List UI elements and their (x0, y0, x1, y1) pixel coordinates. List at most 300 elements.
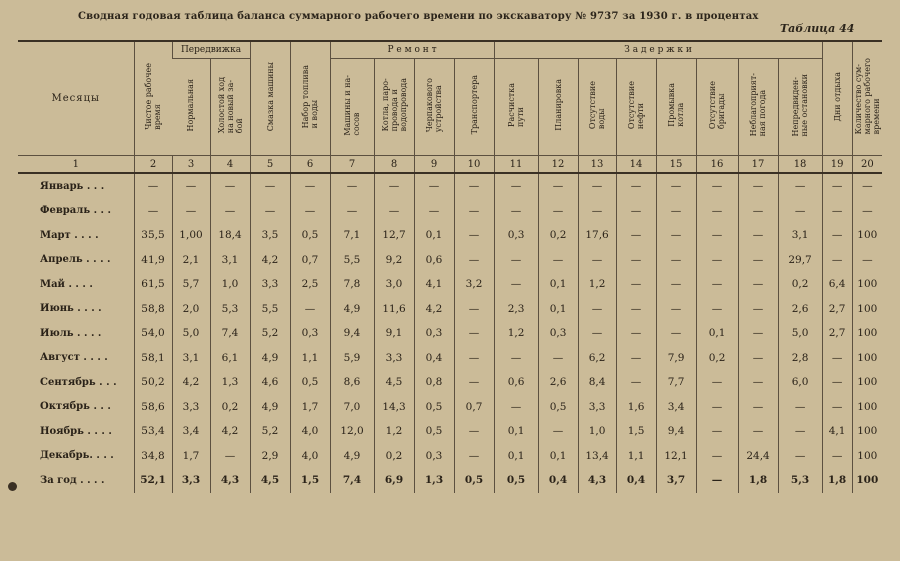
table-row (18, 419, 882, 444)
table-cell: — (374, 173, 414, 199)
table-cell: — (616, 223, 656, 248)
table-cell: — (454, 223, 494, 248)
table-cell: — (330, 199, 374, 224)
header-col-6: Набор топлива и воды (290, 41, 330, 156)
table-cell: 7,4 (210, 321, 250, 346)
table-cell: 53,4 (134, 419, 172, 444)
table-cell: 1,3 (210, 370, 250, 395)
header-col-15: Промывка котла (656, 59, 696, 156)
table-cell: 4,2 (250, 248, 290, 273)
table-cell: 6,2 (578, 346, 616, 371)
table-cell: 0,3 (290, 321, 330, 346)
table-cell: — (738, 395, 778, 420)
table-cell: — (578, 297, 616, 322)
table-cell: 9,4 (330, 321, 374, 346)
table-cell: 1,5 (290, 468, 330, 493)
table-cell: — (656, 297, 696, 322)
column-number: 16 (696, 156, 738, 174)
table-cell: 5,0 (172, 321, 210, 346)
table-cell: 11,6 (374, 297, 414, 322)
table-cell: 1,2 (578, 272, 616, 297)
table-cell: 0,4 (616, 468, 656, 493)
table-cell: 0,1 (538, 297, 578, 322)
table-cell: — (656, 248, 696, 273)
table-cell: 0,3 (494, 223, 538, 248)
table-cell: 29,7 (778, 248, 822, 273)
table-cell: — (778, 395, 822, 420)
header-group-peredvizhka: Передвижка (172, 41, 250, 59)
table-cell: — (738, 419, 778, 444)
table-cell: 6,9 (374, 468, 414, 493)
table-cell: 5,2 (250, 321, 290, 346)
table-cell: 3,1 (172, 346, 210, 371)
table-cell: 2,1 (172, 248, 210, 273)
table-cell: 9,1 (374, 321, 414, 346)
table-cell: 0,3 (414, 444, 454, 469)
table-cell: — (578, 248, 616, 273)
table-cell: — (822, 173, 852, 199)
table-cell: — (616, 297, 656, 322)
table-cell: — (696, 248, 738, 273)
table-cell: 3,1 (210, 248, 250, 273)
table-cell: 100 (852, 468, 882, 493)
column-number: 17 (738, 156, 778, 174)
table-cell: 34,8 (134, 444, 172, 469)
table-cell: 1,7 (290, 395, 330, 420)
table-cell: 3,7 (656, 468, 696, 493)
table-cell: — (822, 395, 852, 420)
table-cell: 4,9 (330, 297, 374, 322)
table-cell: 1,2 (494, 321, 538, 346)
table-cell: 2,8 (778, 346, 822, 371)
table-cell: 4,5 (250, 468, 290, 493)
table-row (18, 321, 882, 346)
table-cell: 100 (852, 223, 882, 248)
header-col-13: Отсутствие воды (578, 59, 616, 156)
table-cell: 2,9 (250, 444, 290, 469)
table-cell: 5,5 (250, 297, 290, 322)
table-cell: 54,0 (134, 321, 172, 346)
table-cell: 100 (852, 419, 882, 444)
table-cell: — (494, 199, 538, 224)
table-cell: — (738, 297, 778, 322)
margin-mark (8, 482, 17, 491)
table-cell: 24,4 (738, 444, 778, 469)
table-row (18, 395, 882, 420)
table-cell: 5,7 (172, 272, 210, 297)
table-cell: — (778, 173, 822, 199)
column-number: 3 (172, 156, 210, 174)
table-cell: — (578, 321, 616, 346)
table-cell: — (290, 297, 330, 322)
table-cell: — (172, 199, 210, 224)
column-number: 18 (778, 156, 822, 174)
table-cell: 0,1 (494, 419, 538, 444)
header-col-14: Отсутствие нефти (616, 59, 656, 156)
table-cell: 4,2 (210, 419, 250, 444)
table-cell: — (414, 199, 454, 224)
column-number: 12 (538, 156, 578, 174)
table-cell: 3,4 (172, 419, 210, 444)
table-cell: — (578, 199, 616, 224)
table-cell: — (696, 297, 738, 322)
table-cell: 12,0 (330, 419, 374, 444)
table-cell: — (738, 321, 778, 346)
table-row (18, 297, 882, 322)
column-number: 11 (494, 156, 538, 174)
table-cell: — (822, 370, 852, 395)
table-cell: 61,5 (134, 272, 172, 297)
table-cell: 2,3 (494, 297, 538, 322)
table-cell: 100 (852, 321, 882, 346)
table-cell: — (822, 248, 852, 273)
table-cell: 7,8 (330, 272, 374, 297)
table-cell: 0,7 (290, 248, 330, 273)
table-cell: — (822, 199, 852, 224)
table-cell: 4,6 (250, 370, 290, 395)
column-number: 2 (134, 156, 172, 174)
table-cell: — (538, 199, 578, 224)
table-cell: — (696, 272, 738, 297)
table-cell: 1,1 (290, 346, 330, 371)
table-cell: 0,5 (290, 223, 330, 248)
month-label: Июль . . . . (40, 327, 102, 339)
table-cell: — (778, 419, 822, 444)
column-number: 4 (210, 156, 250, 174)
table-cell: — (656, 321, 696, 346)
column-number: 6 (290, 156, 330, 174)
table-cell: 12,7 (374, 223, 414, 248)
table-cell: — (134, 199, 172, 224)
table-cell: — (852, 199, 882, 224)
table-cell: — (250, 199, 290, 224)
table-cell: 5,5 (330, 248, 374, 273)
month-label: Февраль . . . (40, 205, 111, 217)
table-cell: 7,1 (330, 223, 374, 248)
header-group-remont: Р е м о н т (330, 41, 494, 59)
column-number: 9 (414, 156, 454, 174)
table-cell: — (822, 346, 852, 371)
table-cell: 58,1 (134, 346, 172, 371)
table-cell: 0,1 (538, 272, 578, 297)
table-cell: — (852, 248, 882, 273)
header-group-zaderzhki: З а д е р ж к и (494, 41, 822, 59)
table-cell: — (454, 346, 494, 371)
month-label: Октябрь . . . (40, 401, 111, 413)
column-number-row (18, 156, 882, 174)
table-cell: — (738, 199, 778, 224)
table-cell: 3,3 (578, 395, 616, 420)
table-cell: 0,4 (414, 346, 454, 371)
table-cell: 4,1 (822, 419, 852, 444)
month-label: Июнь . . . . (40, 303, 102, 315)
table-cell: 7,9 (656, 346, 696, 371)
table-cell: 6,4 (822, 272, 852, 297)
table-row (18, 346, 882, 371)
table-cell: — (494, 248, 538, 273)
table-label: Таблица 44 (780, 22, 855, 35)
table-cell: 8,6 (330, 370, 374, 395)
table-cell: — (454, 297, 494, 322)
month-label: Май . . . . (40, 278, 93, 290)
table-cell: 1,00 (172, 223, 210, 248)
table-cell: — (696, 444, 738, 469)
table-cell: 4,0 (290, 444, 330, 469)
table-cell: — (696, 395, 738, 420)
table-cell: 2,7 (822, 297, 852, 322)
header-col-7: Машины и на- сосов (330, 59, 374, 156)
table-cell: — (494, 395, 538, 420)
table-cell: — (538, 248, 578, 273)
table-cell: 3,3 (374, 346, 414, 371)
table-cell: — (454, 419, 494, 444)
table-cell: — (656, 272, 696, 297)
table-cell: 100 (852, 370, 882, 395)
table-cell: — (696, 199, 738, 224)
table-cell: 0,5 (538, 395, 578, 420)
header-col-2: Чистое рабочее время (134, 41, 172, 156)
table-cell: 52,1 (134, 468, 172, 493)
table-cell: — (616, 248, 656, 273)
table-cell: 2,6 (538, 370, 578, 395)
table-cell: 100 (852, 272, 882, 297)
table-cell: 0,1 (494, 444, 538, 469)
table-cell: — (852, 173, 882, 199)
table-cell: 0,1 (414, 223, 454, 248)
table-cell: 6,1 (210, 346, 250, 371)
table-row (18, 173, 882, 199)
table-cell: 18,4 (210, 223, 250, 248)
header-col-4: Холостой ход на новый за- бой (210, 59, 250, 156)
header-col-8: Котла, паро- провода и водопровода (374, 59, 414, 156)
header-col-10: Транспортера (454, 59, 494, 156)
table-cell: 7,4 (330, 468, 374, 493)
table-cell: 5,3 (210, 297, 250, 322)
table-cell: — (538, 346, 578, 371)
header-months: Месяцы (18, 41, 134, 156)
table-cell: 1,5 (616, 419, 656, 444)
table-cell: — (330, 173, 374, 199)
table-cell: 9,2 (374, 248, 414, 273)
table-cell: 0,1 (538, 444, 578, 469)
table-cell: — (738, 370, 778, 395)
table-cell: — (696, 173, 738, 199)
table-cell: 50,2 (134, 370, 172, 395)
table-cell: 0,5 (414, 419, 454, 444)
table-cell: — (494, 173, 538, 199)
table-cell: 4,3 (210, 468, 250, 493)
table-cell: 0,2 (778, 272, 822, 297)
column-number: 5 (250, 156, 290, 174)
table-cell: — (656, 199, 696, 224)
table-cell: 1,6 (616, 395, 656, 420)
table-cell: 0,5 (454, 468, 494, 493)
table-cell: 41,9 (134, 248, 172, 273)
table-cell: — (778, 444, 822, 469)
table-cell: — (696, 370, 738, 395)
column-number: 13 (578, 156, 616, 174)
table-cell: — (210, 199, 250, 224)
table-cell: 3,5 (250, 223, 290, 248)
table-cell: — (454, 248, 494, 273)
table-cell: 0,2 (538, 223, 578, 248)
table-cell: 1,8 (822, 468, 852, 493)
table-cell: 13,4 (578, 444, 616, 469)
table-cell: 4,5 (374, 370, 414, 395)
header-col-12: Планировка (538, 59, 578, 156)
table-cell: 100 (852, 395, 882, 420)
table-cell: 1,0 (210, 272, 250, 297)
table-cell: 0,4 (538, 468, 578, 493)
table-cell: 0,2 (210, 395, 250, 420)
table-cell: — (696, 223, 738, 248)
table-body (18, 173, 882, 493)
table-cell: — (738, 346, 778, 371)
table-cell: 4,9 (250, 395, 290, 420)
table-cell: — (738, 272, 778, 297)
table-cell: — (616, 321, 656, 346)
month-label: За год . . . . (40, 474, 105, 486)
table-cell: 5,0 (778, 321, 822, 346)
column-number: 14 (616, 156, 656, 174)
table-cell: — (778, 199, 822, 224)
table-cell: — (696, 419, 738, 444)
table-cell: — (250, 173, 290, 199)
month-label: Декабрь. . . . (40, 450, 114, 462)
table-cell: 5,3 (778, 468, 822, 493)
table-cell: — (738, 223, 778, 248)
table-cell: 4,2 (172, 370, 210, 395)
table-row (18, 272, 882, 297)
table-cell: 4,3 (578, 468, 616, 493)
table-cell: 1,7 (172, 444, 210, 469)
table-cell: 100 (852, 297, 882, 322)
column-number: 1 (18, 156, 134, 174)
table-cell: 0,1 (696, 321, 738, 346)
table-cell: 100 (852, 346, 882, 371)
column-number: 10 (454, 156, 494, 174)
table-cell: 8,4 (578, 370, 616, 395)
table-cell: 0,2 (696, 346, 738, 371)
table-cell: — (414, 173, 454, 199)
table-cell: 3,2 (454, 272, 494, 297)
table-cell: 0,7 (454, 395, 494, 420)
table-cell: 1,8 (738, 468, 778, 493)
table-cell: — (494, 346, 538, 371)
table-cell: 100 (852, 444, 882, 469)
table-cell: — (454, 321, 494, 346)
table-cell: 17,6 (578, 223, 616, 248)
table-cell: 7,0 (330, 395, 374, 420)
table-cell: 3,1 (778, 223, 822, 248)
table-cell: 0,5 (290, 370, 330, 395)
header-col-18: Непредвиден- ные остановки (778, 59, 822, 156)
table-cell: — (822, 444, 852, 469)
table-cell: 9,4 (656, 419, 696, 444)
table-cell: 0,3 (538, 321, 578, 346)
table-cell: 12,1 (656, 444, 696, 469)
table-cell: — (616, 272, 656, 297)
table-cell: — (290, 199, 330, 224)
table-cell: 3,3 (250, 272, 290, 297)
table-cell: 1,3 (414, 468, 454, 493)
table-cell: 0,2 (374, 444, 414, 469)
header-col-3: Нормальная (186, 78, 196, 132)
table-cell: — (454, 444, 494, 469)
table-cell: 14,3 (374, 395, 414, 420)
table-cell: — (374, 199, 414, 224)
table-cell: 2,6 (778, 297, 822, 322)
table-cell: 5,2 (250, 419, 290, 444)
table-cell: 4,0 (290, 419, 330, 444)
table-cell: — (454, 370, 494, 395)
column-number: 7 (330, 156, 374, 174)
table-cell: — (656, 173, 696, 199)
table-cell: 4,9 (250, 346, 290, 371)
table-cell: 0,5 (494, 468, 538, 493)
table-cell: — (290, 173, 330, 199)
table-cell: — (494, 272, 538, 297)
table-cell: 2,5 (290, 272, 330, 297)
table-cell: — (172, 173, 210, 199)
table-row (18, 468, 882, 493)
table-cell: 1,0 (578, 419, 616, 444)
table-cell: 0,6 (494, 370, 538, 395)
header-col-17: Неблагоприят- ная погода (738, 59, 778, 156)
table-cell: 1,2 (374, 419, 414, 444)
table-cell: 1,1 (616, 444, 656, 469)
table-cell: — (616, 199, 656, 224)
header-col-11: Расчистка пути (494, 59, 538, 156)
table-cell: 2,0 (172, 297, 210, 322)
month-label: Ноябрь . . . . (40, 425, 112, 437)
column-number: 15 (656, 156, 696, 174)
table-row (18, 444, 882, 469)
table-row (18, 199, 882, 224)
table-cell: — (210, 444, 250, 469)
table-cell: — (738, 248, 778, 273)
header-col-19: Дни отдыха (822, 41, 852, 156)
table-cell: 6,0 (778, 370, 822, 395)
table-cell: 5,9 (330, 346, 374, 371)
month-label: Апрель . . . . (40, 254, 111, 266)
header-col-20: Количество сум- марного рабочего времени (852, 41, 882, 156)
table-cell: 7,7 (656, 370, 696, 395)
table-cell: 0,8 (414, 370, 454, 395)
column-number: 19 (822, 156, 852, 174)
table-cell: 3,3 (172, 468, 210, 493)
month-label: Сентябрь . . . (40, 376, 117, 388)
table-cell: 58,6 (134, 395, 172, 420)
table-cell: — (134, 173, 172, 199)
table-cell: 4,1 (414, 272, 454, 297)
data-table (18, 40, 882, 493)
table-cell: — (616, 346, 656, 371)
table-cell: — (454, 199, 494, 224)
table-cell: 4,2 (414, 297, 454, 322)
header-col-9: Черпакового устройства (414, 59, 454, 156)
table-cell: — (578, 173, 616, 199)
table-cell: 3,0 (374, 272, 414, 297)
table-cell: — (822, 223, 852, 248)
table-cell: — (738, 173, 778, 199)
table-cell: 0,5 (414, 395, 454, 420)
header-col-5: Смазка машины (250, 41, 290, 156)
table-cell: — (538, 419, 578, 444)
table-cell: 3,3 (172, 395, 210, 420)
table-row (18, 248, 882, 273)
table-cell: 0,3 (414, 321, 454, 346)
